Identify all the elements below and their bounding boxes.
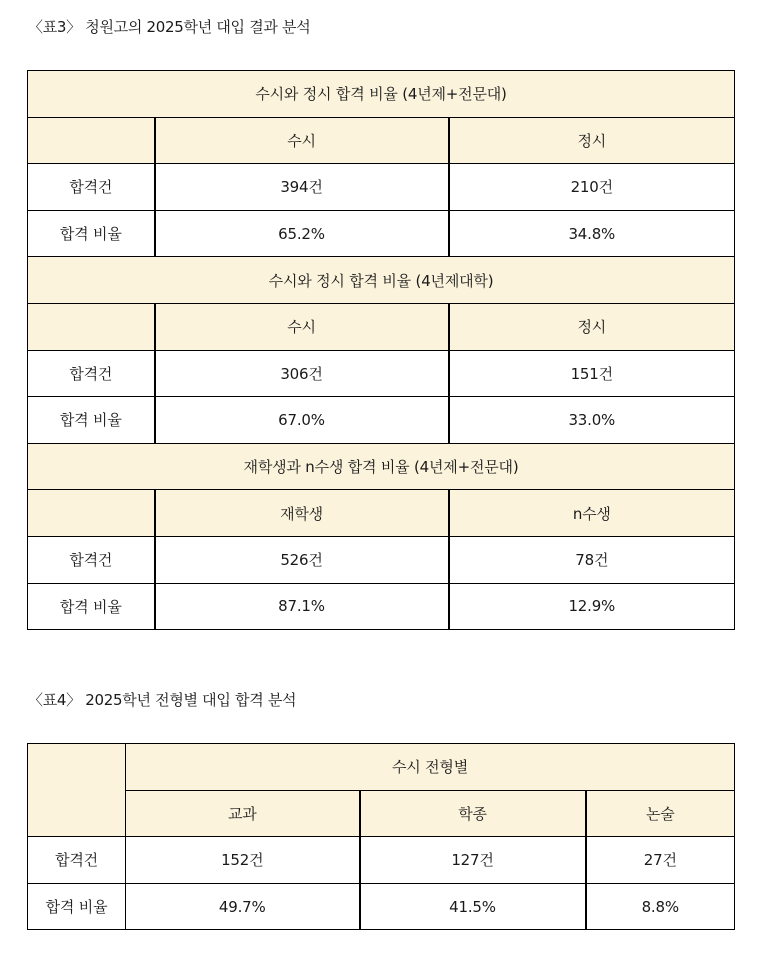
table-row [28,883,735,930]
column-header: 학종 [360,790,586,837]
column-header: 정시 [449,303,735,350]
table-row [28,536,735,583]
row-label: 합격건 [28,536,155,583]
group-header-row [28,744,735,791]
table-row [28,583,735,630]
column-header: 수시 [155,303,449,350]
section-title: 수시와 정시 합격 비율 (4년제+전문대) [28,71,735,118]
cell-value: 306건 [155,350,449,397]
column-header: 교과 [126,790,360,837]
section-title: 수시와 정시 합격 비율 (4년제대학) [28,257,735,304]
table3-admission-results [27,70,735,630]
row-label: 합격 비율 [28,583,155,630]
column-header: 논술 [586,790,735,837]
corner-cell [28,117,155,164]
cell-value: 78건 [449,536,735,583]
cell-value: 34.8% [449,210,735,257]
corner-cell [28,490,155,537]
table3-caption: 〈표3〉 청원고의 2025학년 대입 결과 분석 [28,18,311,36]
column-header: 수시 [155,117,449,164]
cell-value: 65.2% [155,210,449,257]
corner-cell [28,744,126,837]
cell-value: 27건 [586,837,735,884]
column-header: n수생 [449,490,735,537]
cell-value: 152건 [126,837,360,884]
column-header-row [28,117,735,164]
table4-admission-by-type [27,743,735,930]
column-header-row [28,790,735,837]
column-header: 재학생 [155,490,449,537]
column-header-row [28,303,735,350]
row-label: 합격건 [28,837,126,884]
section-title: 재학생과 n수생 합격 비율 (4년제+전문대) [28,443,735,490]
table-row [28,210,735,257]
table4-caption: 〈표4〉 2025학년 전형별 대입 합격 분석 [28,691,297,709]
row-label: 합격 비율 [28,883,126,930]
table-row [28,164,735,211]
cell-value: 12.9% [449,583,735,630]
cell-value: 87.1% [155,583,449,630]
row-label: 합격 비율 [28,210,155,257]
section-title-row [28,257,735,304]
cell-value: 210건 [449,164,735,211]
cell-value: 33.0% [449,397,735,444]
cell-value: 49.7% [126,883,360,930]
cell-value: 151건 [449,350,735,397]
cell-value: 394건 [155,164,449,211]
group-header: 수시 전형별 [126,744,735,791]
column-header-row [28,490,735,537]
cell-value: 526건 [155,536,449,583]
column-header: 정시 [449,117,735,164]
section-title-row [28,71,735,118]
table-row [28,837,735,884]
section-title-row [28,443,735,490]
cell-value: 127건 [360,837,586,884]
cell-value: 8.8% [586,883,735,930]
corner-cell [28,303,155,350]
row-label: 합격건 [28,164,155,211]
row-label: 합격건 [28,350,155,397]
table-row [28,397,735,444]
table-row [28,350,735,397]
cell-value: 41.5% [360,883,586,930]
cell-value: 67.0% [155,397,449,444]
row-label: 합격 비율 [28,397,155,444]
